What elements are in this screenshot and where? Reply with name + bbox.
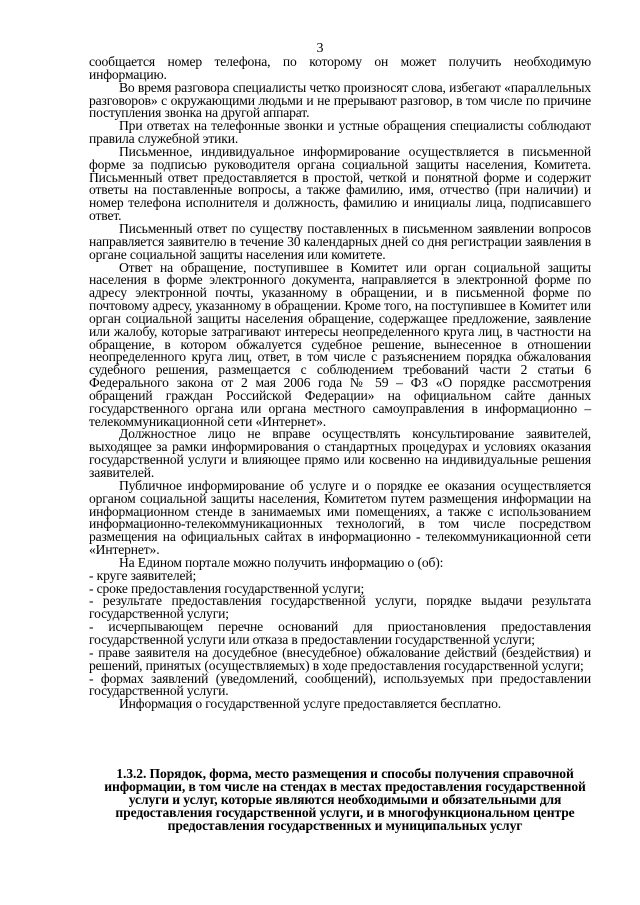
paragraph: Информация о государственной услуге предоставляется бесплатно. [119,696,501,712]
list-item: - формах заявлений (уведомлений, сообщений), используемых при предоставлении государственной услуги. [89,670,591,699]
list-item: - исчерпывающем перечне оснований для приостановления предоставления государственной услуги или отказа в предоставлении государственной услуги; [89,619,591,647]
paragraph: Во время разговора специалисты четко произносят слова, избегают «параллельных разговоров» с окружающими людьми и не прерывают разговор, в том числе по причине поступления звонка на другой аппарат. [89,79,591,121]
paragraph: Должностное лицо не вправе осуществлять консультирование заявителей, выходящее за рамки информирования о стандартных процедурах и условиях оказания государственной услуги и влияющее прямо или косвенно на индивидуальные решения заявителей. [89,426,591,480]
paragraph: Ответ на обращение, поступившее в Комитет или орган социальной защиты населения в форме электронного документа, направляется в электронной форме по адресу электронной почты, указанному в обращении, и в письменной форме по почтовому адресу, указанному в обращении. Кроме того, на поступившее в Комитет или орган социальной защиты населения обращение, содержащее предложение, заявление или жалобу, которые затрагивают интересы неопределенного круга лиц, в частности на обращение, в котором обжалуется судебное решение, вынесенное в отношении неопределенного круга лиц, ответ, в том числе с разъяснением порядка обжалования судебного решения, размещается с соблюдением требований части 2 статьи 6 Федерального закона от 2 мая 2006 года № 59 – ФЗ «О порядке рассмотрения обращений граждан Российской Федерации» на официальном сайте данных государственного органа или органа местного самоуправления в информационно – телекоммуникационной сети «Интернет». [89,259,591,429]
list-item: - праве заявителя на досудебное (внесудебное) обжалование действий (бездействия) и решений, принятых (осуществляемых) в ходе предоставления государственной услуги; [89,644,591,673]
paragraph: На Едином портале можно получить информацию о (об): [119,554,444,570]
paragraph: сообщается номер телефона, по которому он может получить необходимую информацию. [89,54,591,82]
list-item: - круге заявителей; [89,567,197,583]
section-heading: 1.3.2. Порядок, форма, место размещения и способы получения справочной информации, в том числе на стендах в местах предоставления государственной услуги и услуг, которые являются необходимыми и обязательными для предоставления государственной услуги, и в многофункциональном центре предоставления государственных и муниципальных услуг [104,766,586,833]
list-item: - сроке предоставления государственной услуги; [89,580,365,596]
paragraph: Публичное информирование об услуге и о порядке ее оказания осуществляется органом социальной защиты населения, Комитетом путем размещения информации на информационном стенде в занимаемых ими помещениях, а также с использованием информационно-телекоммуникационных технологий, в том числе посредством размещения на официальных сайтах в информационно - телекоммуникационной сети «Интернет». [89,477,591,558]
body-text [89,56,591,711]
list-item: - результате предоставления государственной услуги, порядке выдачи результата государственной услуги; [89,593,591,622]
paragraph: При ответах на телефонные звонки и устные обращения специалисты соблюдают правила служебной этики. [89,118,591,147]
page-number: 3 [316,41,324,56]
paragraph: Письменный ответ по существу поставленных в письменном заявлении вопросов направляется заявителю в течение 30 календарных дней со дня регистрации заявления в органе социальной защиты населения или комитете. [89,220,591,262]
paragraph: Письменное, индивидуальное информирование осуществляется в письменной форме за подписью руководителя органа социальной защиты населения, Комитета. Письменный ответ предоставляется в простой, четкой и понятной форме и содержит ответы на поставленные вопросы, а также фамилию, имя, отчество (при наличии) и номер телефона исполнителя и должность, фамилию и инициалы лица, подписавшего ответ. [89,143,591,224]
